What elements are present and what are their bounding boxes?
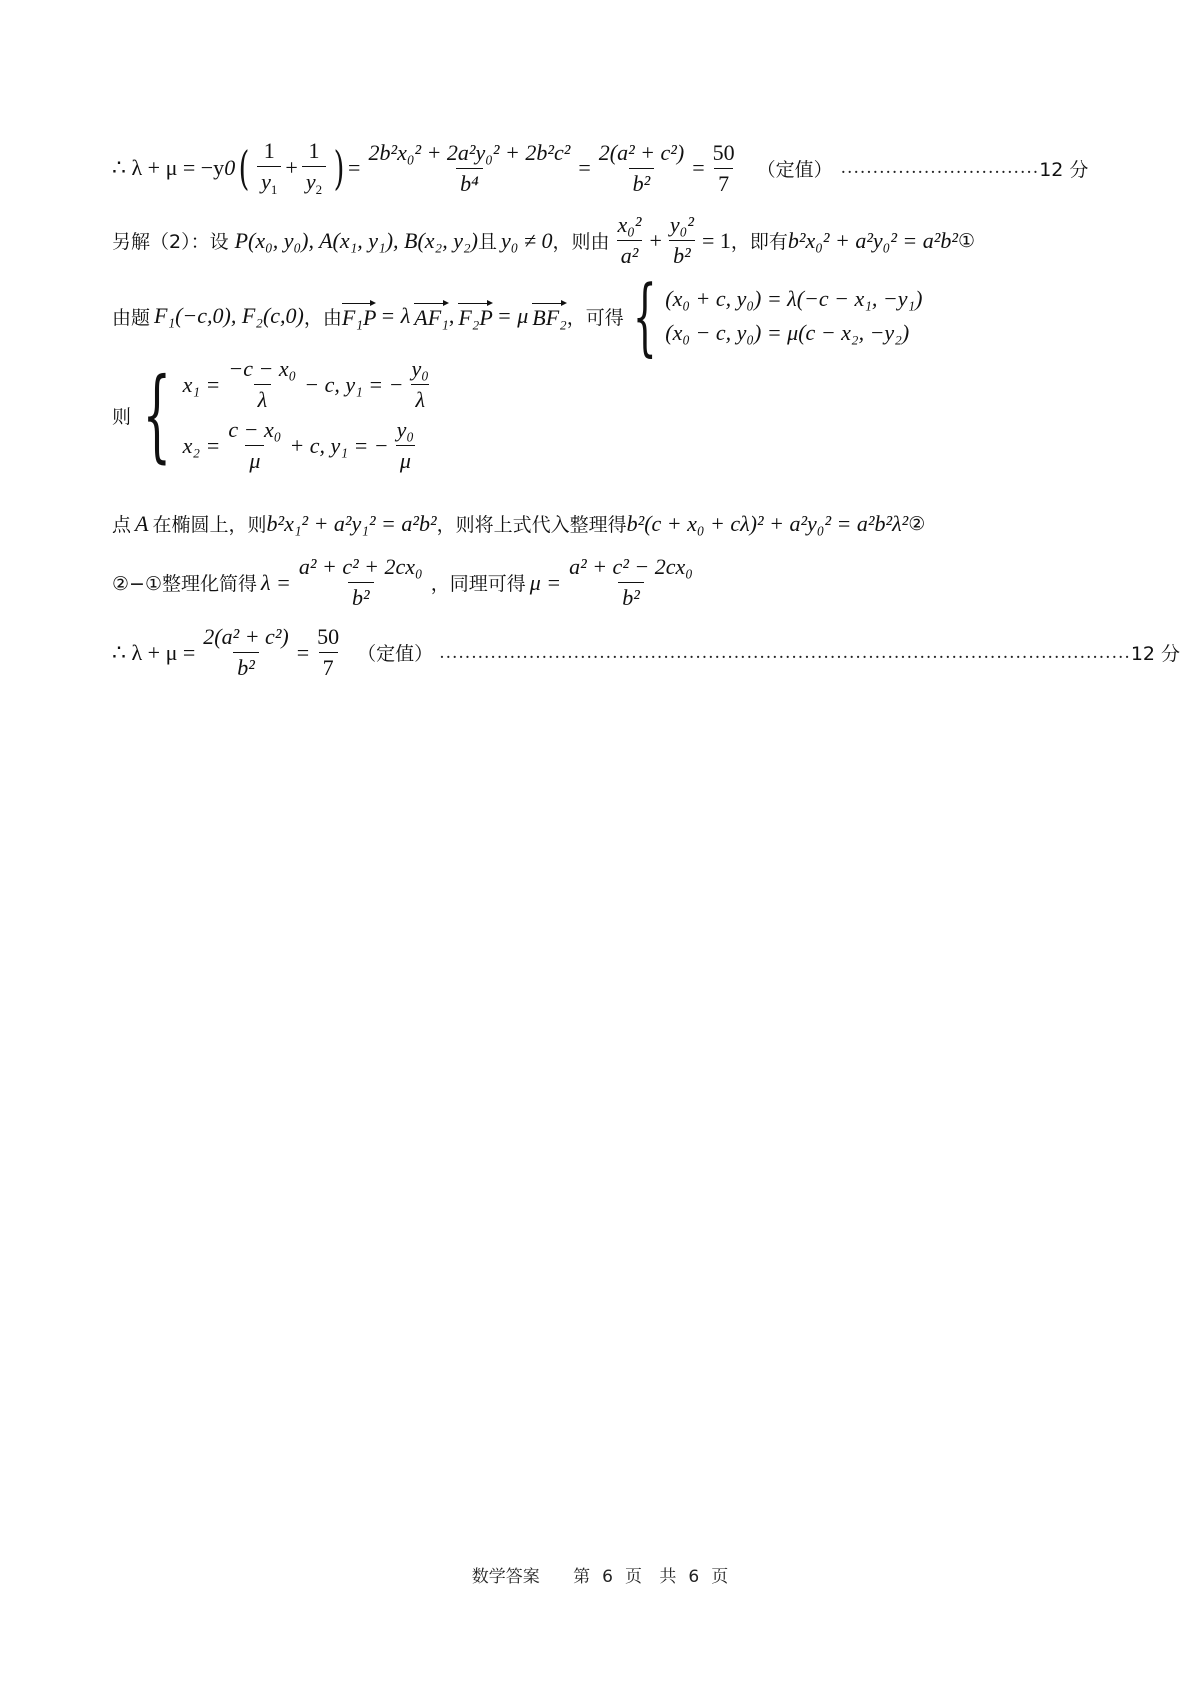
footer-total-suffix: 页 — [711, 1567, 729, 1587]
fraction-value — [709, 140, 739, 197]
equals-sign: = — [578, 155, 591, 180]
denominator — [257, 166, 281, 198]
denominator: b² — [629, 168, 655, 197]
text-point: 点 — [112, 514, 132, 536]
denominator: μ — [245, 445, 264, 474]
numerator: y₀² — [669, 212, 694, 237]
tag-circled-1: ① — [957, 229, 976, 252]
equation-line-6 — [112, 554, 701, 611]
text-from: ，由 — [303, 306, 342, 329]
numerator: 50 — [712, 139, 735, 165]
denominator: b² — [348, 582, 374, 611]
equals-lambda: = λ — [380, 303, 411, 328]
system-coordinates — [183, 356, 437, 474]
denominator — [302, 166, 326, 198]
text-on-ellipse: 在椭圆上，则 — [152, 514, 267, 536]
note-fixed-value: （定值） — [756, 158, 833, 181]
denominator: b² — [233, 652, 259, 681]
text-substitute: ，则将上式代入整理得 — [436, 514, 627, 536]
lambda-eq: λ = — [261, 569, 291, 595]
footer-total-number: 6 — [688, 1567, 700, 1587]
fraction-mid — [595, 140, 688, 197]
numerator: y₀ — [411, 356, 429, 381]
denominator: a² — [617, 240, 643, 269]
vector-af1: AF₁ — [414, 301, 449, 331]
alt-solution-label: 另解（2）：设 — [112, 231, 229, 253]
equation-line-5 — [112, 510, 925, 537]
text-then: ，则由 — [552, 231, 610, 253]
numerator: x₀² — [617, 212, 642, 237]
var-a: A — [135, 510, 149, 536]
comma: , — [448, 303, 455, 328]
footer-page-suffix: 页 — [625, 1567, 642, 1587]
mu-eq: μ = — [529, 569, 562, 595]
numerator: y₀ — [396, 417, 415, 442]
footer-page-prefix: 第 — [573, 1567, 591, 1587]
text-simplify: ②−①整理化简得 — [112, 573, 257, 595]
ellipse-equation: b²x₁² + a²y₁² = a²b² — [266, 510, 437, 536]
page-footer — [0, 1562, 1200, 1587]
numerator: 50 — [317, 624, 340, 649]
fraction — [393, 417, 418, 474]
lhs-x1: x₁ = — [182, 371, 221, 397]
score: 12 分 — [1039, 158, 1089, 181]
numerator: a² + c² + 2cx₀ — [298, 554, 423, 579]
sub-2: 2 — [315, 182, 323, 197]
foci-def: F₁(−c,0), F₂(c,0) — [154, 303, 304, 328]
numerator: −c − x₀ — [228, 356, 297, 381]
sub-zero: 0 — [224, 155, 236, 180]
text-that-is: ，即有 — [730, 231, 788, 253]
text-by-problem: 由题 — [112, 306, 151, 329]
denominator: b⁴ — [456, 168, 483, 197]
var-y: y — [305, 169, 316, 194]
equals-one: = 1 — [701, 227, 731, 253]
fraction-mu — [565, 554, 697, 611]
rhs-text: + c, y₁ = − — [289, 432, 389, 458]
fraction-1-over-y1 — [257, 138, 281, 198]
numerator: 2(a² + c²) — [203, 624, 289, 649]
plus-sign: + — [285, 155, 298, 180]
equation-line-3 — [112, 267, 923, 365]
equation-line-1 — [112, 138, 1088, 198]
equals-sign: = — [296, 639, 310, 665]
leader-dots: ............................... — [840, 158, 1040, 178]
leader-dots: ............................................................................................................ — [439, 642, 1131, 663]
fraction-big — [364, 140, 574, 197]
footer-page-number: 6 — [602, 1567, 613, 1587]
fraction-y0-over-b — [666, 212, 698, 269]
vector-f2p: F₂P — [458, 301, 493, 331]
fraction-value — [313, 624, 343, 681]
footer-total-prefix: 共 — [659, 1567, 677, 1587]
equation-line-2 — [112, 212, 975, 269]
numerator: 1 — [263, 138, 275, 163]
system-row-1: (x₀ + c, y₀) = λ(−c − x₁, −y₁) — [665, 286, 923, 311]
tag-circled-2: ② — [908, 512, 926, 535]
lhs: ∴ λ + μ = −y — [112, 155, 225, 180]
left-brace: { — [142, 356, 172, 473]
footer-subject: 数学答案 — [471, 1567, 540, 1587]
plus-sign: + — [649, 227, 662, 253]
sub-1: 1 — [270, 182, 278, 197]
conj-and: 且 — [477, 231, 497, 253]
rhs-text: − c, y₁ = − — [304, 371, 404, 397]
vector-bf2: BF₂ — [532, 301, 567, 331]
numerator: c − x₀ — [228, 417, 282, 442]
equation-line-4 — [112, 356, 437, 474]
lhs-x2: x₂ = — [182, 432, 221, 458]
fraction — [224, 356, 300, 413]
numerator: 2(a² + c²) — [598, 139, 685, 165]
right-paren: ) — [333, 141, 345, 195]
condition: y₀ ≠ 0 — [500, 227, 553, 253]
system-row-1 — [183, 356, 437, 413]
var-y: y — [261, 169, 271, 194]
note-fixed-value: （定值） — [357, 643, 434, 665]
denominator: λ — [411, 384, 429, 413]
equals-sign: = — [348, 155, 361, 180]
fraction-mid — [199, 624, 292, 681]
system-row-2: (x₀ − c, y₀) = μ(c − x₂, −y₂) — [665, 320, 910, 345]
fraction — [408, 356, 433, 413]
score: 12 分 — [1130, 643, 1181, 665]
denominator: b² — [618, 582, 644, 611]
substituted-equation: b²(c + x₀ + cλ)² + a²y₀² = a²b²λ² — [626, 510, 909, 536]
equals-sign: = — [692, 155, 705, 180]
vector-f1p: F₁P — [342, 301, 377, 331]
denominator: μ — [396, 445, 415, 474]
denominator: 7 — [714, 168, 733, 197]
equals-mu: = μ — [496, 303, 529, 328]
system-row-2 — [183, 417, 437, 474]
numerator: a² + c² − 2cx₀ — [569, 554, 693, 579]
relation: b²x₀² + a²y₀² = a²b² — [787, 227, 958, 253]
equation-line-7 — [112, 624, 1180, 681]
fraction — [224, 417, 285, 474]
left-brace: { — [632, 267, 657, 365]
fraction-x0-over-a — [613, 212, 645, 269]
denominator: 7 — [319, 652, 338, 681]
denominator: b² — [669, 240, 695, 269]
fraction-1-over-y2 — [302, 138, 326, 198]
numerator: 1 — [308, 138, 320, 163]
system-vectors — [665, 286, 922, 346]
text-then: 则 — [112, 405, 132, 428]
text-obtain: ，可得 — [566, 306, 624, 329]
denominator: λ — [254, 384, 272, 413]
left-paren: ( — [238, 141, 250, 195]
lhs: ∴ λ + μ = — [112, 639, 196, 665]
points-def: P(x₀, y₀), A(x₁, y₁), B(x₂, y₂) — [234, 227, 478, 253]
fraction-lambda — [295, 554, 427, 611]
numerator: 2b²x₀² + 2a²y₀² + 2b²c² — [368, 139, 571, 165]
text-similarly: ，同理可得 — [430, 573, 526, 595]
